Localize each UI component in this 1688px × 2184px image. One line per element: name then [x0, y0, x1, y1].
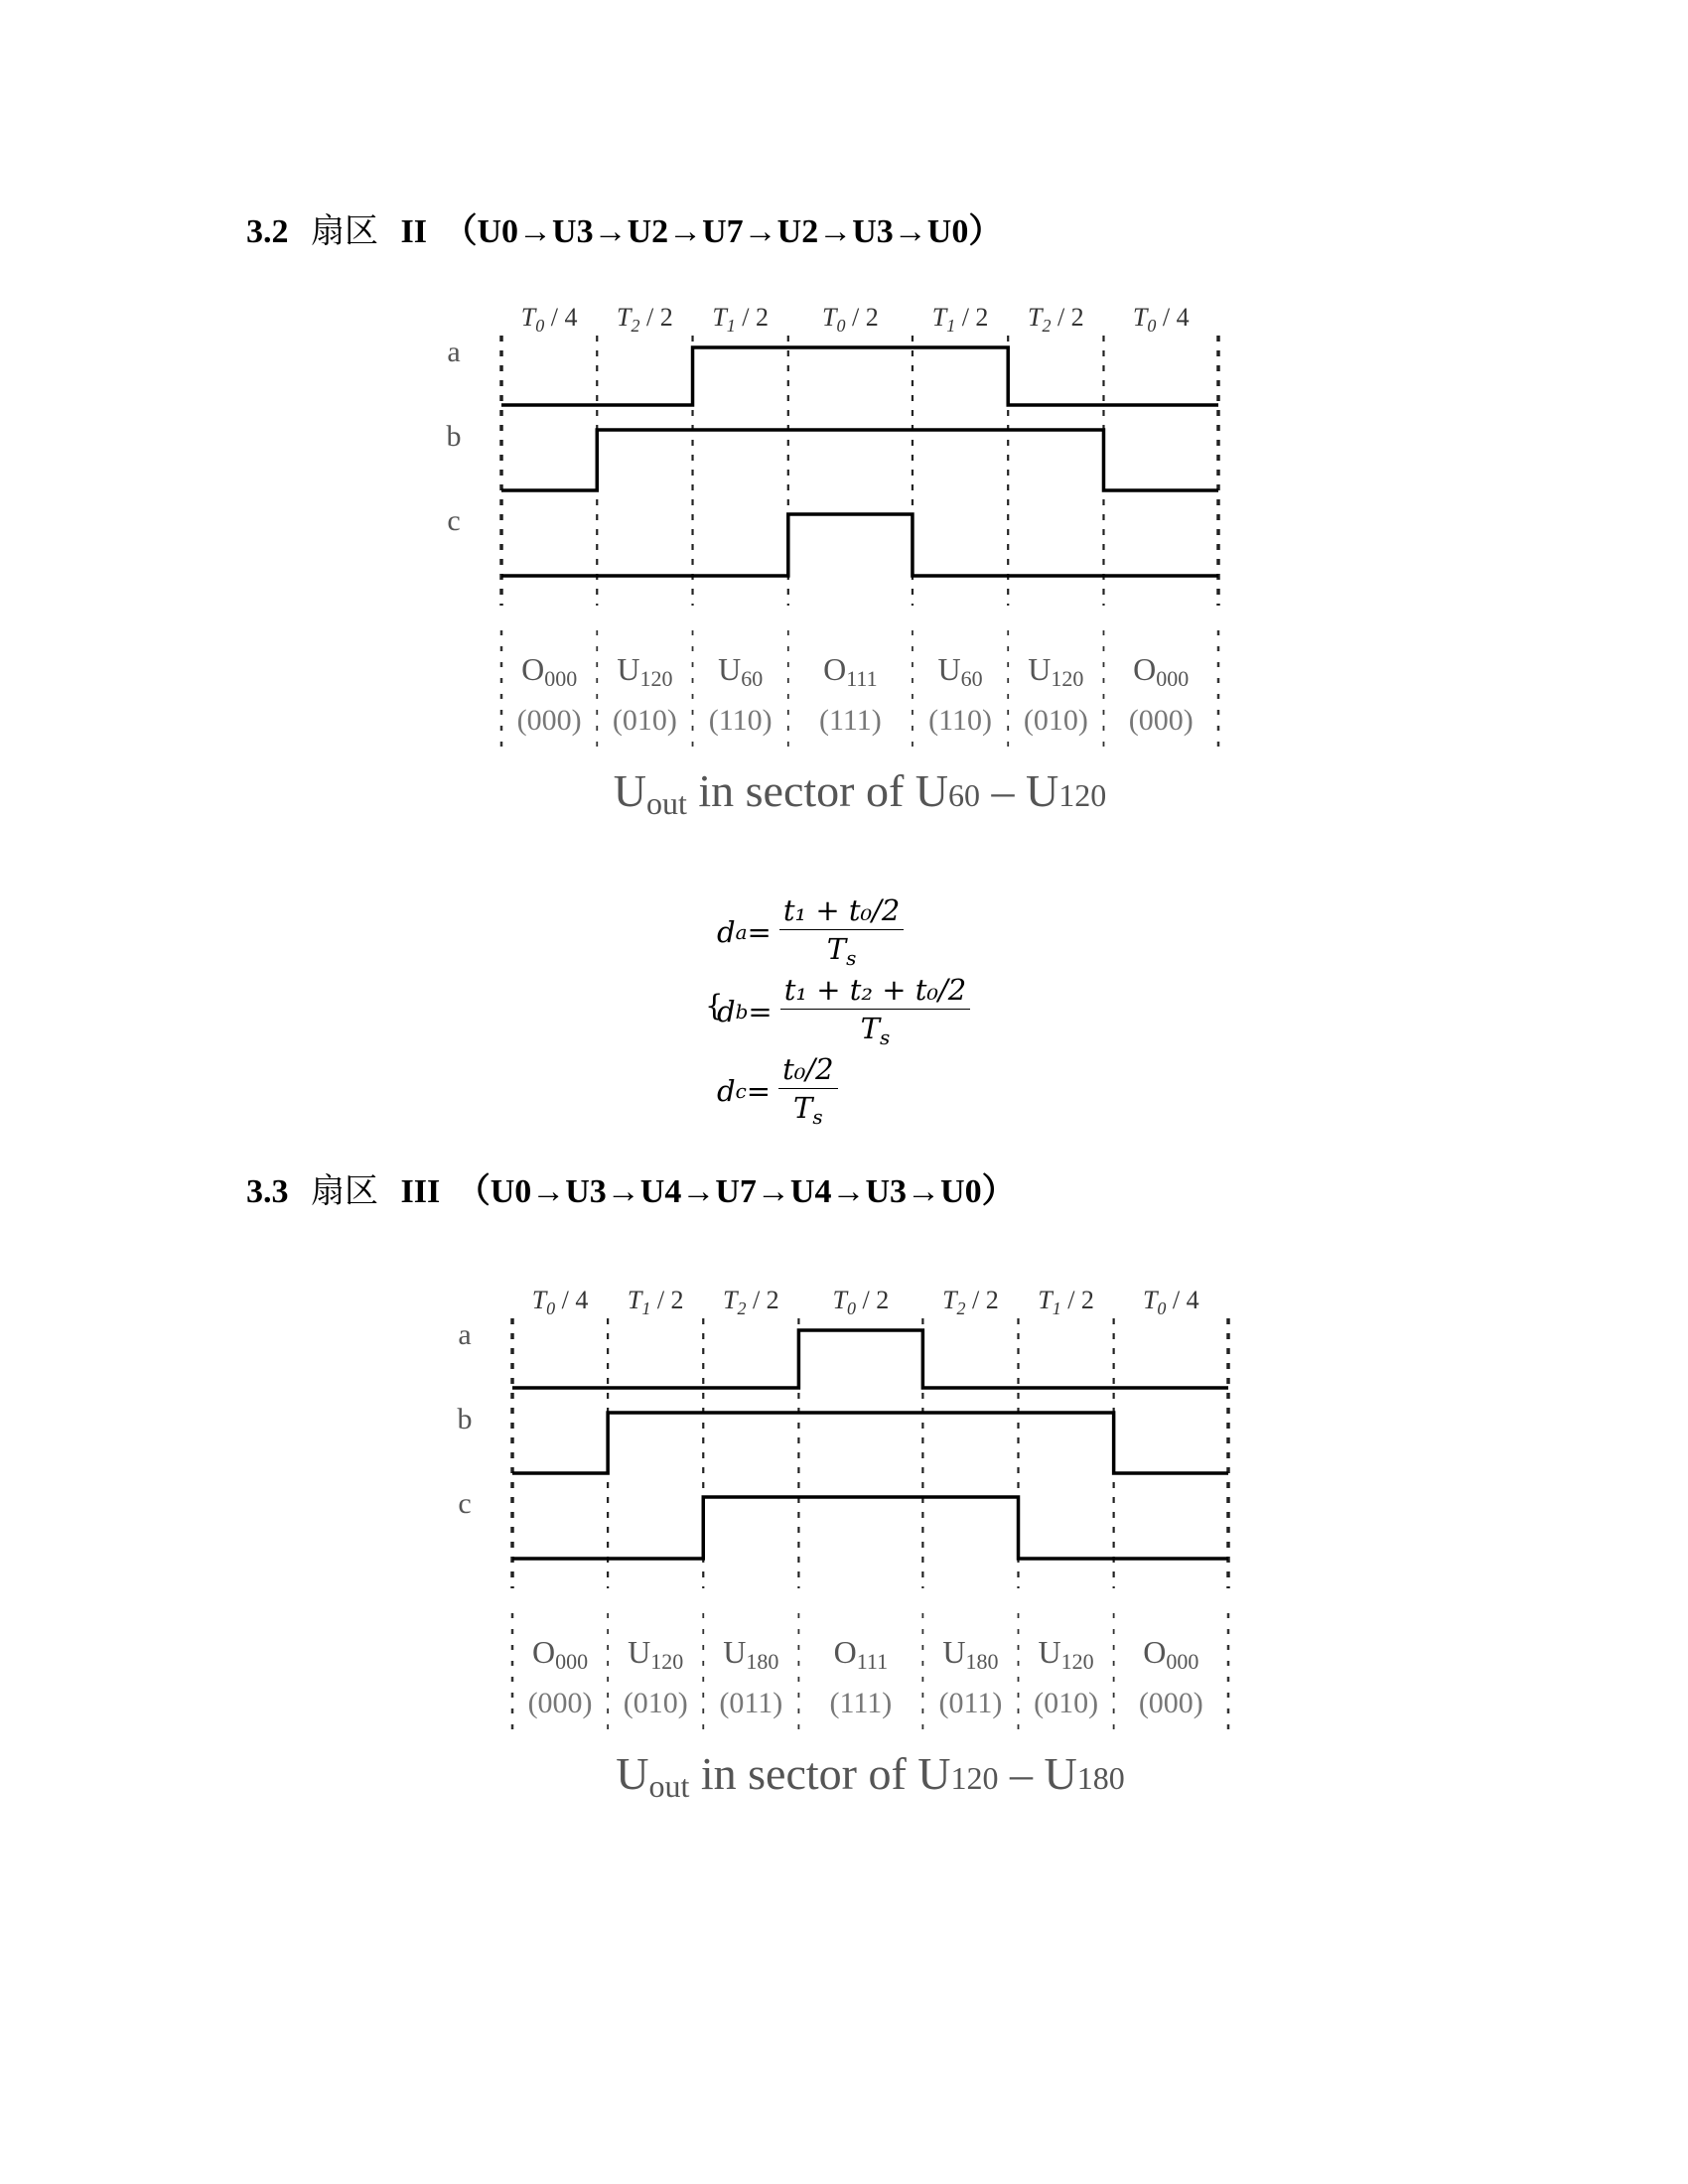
switch-state-code: (000)	[527, 1687, 593, 1719]
section-heading-sector-3	[246, 1163, 1016, 1212]
time-interval-label: $T_0 / 2$	[822, 303, 879, 336]
formula-var-sub: b	[735, 999, 749, 1024]
switch-state-code: (011)	[719, 1687, 783, 1719]
time-interval-label: $T_0 / 4$	[1132, 303, 1190, 336]
signal-waveform-c	[512, 1497, 1228, 1559]
time-interval-label: $T_2 / 2$	[617, 303, 673, 336]
switch-state-code: (010)	[1034, 1687, 1099, 1719]
formula-var: d	[717, 1073, 736, 1108]
pwm-timing-diagram-sector-3	[427, 1271, 1281, 1827]
vector-sequence: （U0→U3→U4→U7→U4→U3→U0）	[456, 1173, 1016, 1210]
space-vector-label: U120	[617, 651, 673, 691]
time-interval-label: $T_2 / 2$	[942, 1286, 999, 1318]
pwm-timing-diagram-sector-2	[417, 288, 1271, 844]
formula-denominator: $T_s$	[826, 932, 857, 970]
signal-label-c: c	[447, 504, 461, 537]
diagram-caption: Uout in sector of U60 – U120	[613, 765, 1107, 821]
time-interval-label: $T_2 / 2$	[1027, 303, 1084, 336]
space-vector-label: O111	[833, 1634, 889, 1674]
vector-sequence: （U0→U3→U2→U7→U2→U3→U0）	[443, 213, 1003, 250]
formula-brace: {	[705, 989, 724, 1023]
formula-eq: =	[746, 1073, 772, 1108]
switch-state-code: (111)	[818, 704, 882, 737]
space-vector-label: U180	[723, 1634, 779, 1674]
time-interval-label: $T_2 / 2$	[722, 1286, 779, 1318]
formula-var: d	[717, 914, 736, 949]
time-interval-label: $T_1 / 2$	[712, 303, 770, 336]
signal-waveform-b	[512, 1413, 1228, 1473]
switch-state-code: (000)	[516, 704, 582, 737]
formula-fraction	[780, 973, 971, 1049]
formula-numerator: t₁ + t₂ + t₀/2	[780, 973, 971, 1010]
space-vector-label: U180	[942, 1634, 999, 1674]
section-number: 3.3	[246, 1173, 289, 1210]
signal-waveform-c	[501, 514, 1218, 576]
switch-state-code: (010)	[612, 704, 677, 737]
switch-state-code: (011)	[938, 1687, 1003, 1719]
formula-eq: =	[748, 994, 773, 1028]
switch-state-code: (111)	[829, 1687, 893, 1719]
space-vector-label: O111	[823, 651, 878, 691]
time-interval-label: $T_0 / 2$	[832, 1286, 890, 1318]
section-chinese-label: 扇区	[311, 1171, 378, 1211]
switch-state-code: (110)	[928, 704, 993, 737]
diagram-caption: Uout in sector of U120 – U180	[616, 1748, 1125, 1804]
formula-var-sub: c	[735, 1078, 747, 1103]
signal-label-b: b	[446, 420, 462, 453]
formula-var: d	[717, 994, 736, 1028]
section-heading-sector-2	[246, 204, 1002, 252]
switch-state-code: (000)	[1128, 704, 1194, 737]
switch-state-code: (010)	[623, 1687, 688, 1719]
switch-state-code: (110)	[708, 704, 773, 737]
formula-fraction	[778, 1052, 838, 1129]
timing-diagram-svg	[427, 1271, 1281, 1827]
formula-var-sub: a	[735, 919, 748, 944]
formula-row-db	[717, 973, 970, 1049]
switch-state-code: (010)	[1023, 704, 1088, 737]
time-interval-label: $T_1 / 2$	[1038, 1286, 1094, 1318]
space-vector-label: O000	[532, 1634, 589, 1674]
time-interval-label: $T_1 / 2$	[931, 303, 989, 336]
signal-label-b: b	[457, 1403, 473, 1435]
space-vector-label: O000	[1143, 1634, 1199, 1674]
signal-label-a: a	[447, 336, 461, 368]
formula-numerator: t₁ + t₀/2	[779, 893, 905, 930]
signal-waveform-a	[512, 1330, 1228, 1388]
formula-fraction	[779, 893, 905, 970]
space-vector-label: U60	[718, 651, 764, 691]
time-interval-label: $T_0 / 4$	[1142, 1286, 1199, 1318]
formula-denominator: $T_s$	[793, 1091, 823, 1129]
section-number: 3.2	[246, 213, 289, 250]
signal-label-c: c	[458, 1487, 472, 1520]
time-interval-label: $T_0 / 4$	[531, 1286, 589, 1318]
formula-row-dc	[717, 1052, 838, 1129]
space-vector-label: U120	[628, 1634, 684, 1674]
formula-denominator: $T_s$	[860, 1012, 891, 1049]
time-interval-label: $T_0 / 4$	[520, 303, 578, 336]
space-vector-label: U120	[1038, 1634, 1094, 1674]
sector-roman-numeral: II	[400, 213, 427, 250]
signal-waveform-b	[501, 430, 1218, 490]
switch-state-code: (000)	[1138, 1687, 1203, 1719]
space-vector-label: O000	[521, 651, 578, 691]
formula-numerator: t₀/2	[778, 1052, 838, 1089]
timing-diagram-svg	[417, 288, 1271, 844]
section-chinese-label: 扇区	[311, 211, 378, 251]
time-interval-label: $T_1 / 2$	[627, 1286, 684, 1318]
signal-label-a: a	[458, 1318, 472, 1351]
sector-roman-numeral: III	[400, 1173, 441, 1210]
formula-row-da	[717, 893, 904, 970]
formula-eq: =	[747, 914, 772, 949]
space-vector-label: O000	[1133, 651, 1190, 691]
space-vector-label: U120	[1028, 651, 1084, 691]
duty-cycle-formula	[705, 893, 1003, 1132]
space-vector-label: U60	[937, 651, 983, 691]
signal-waveform-a	[501, 347, 1218, 405]
